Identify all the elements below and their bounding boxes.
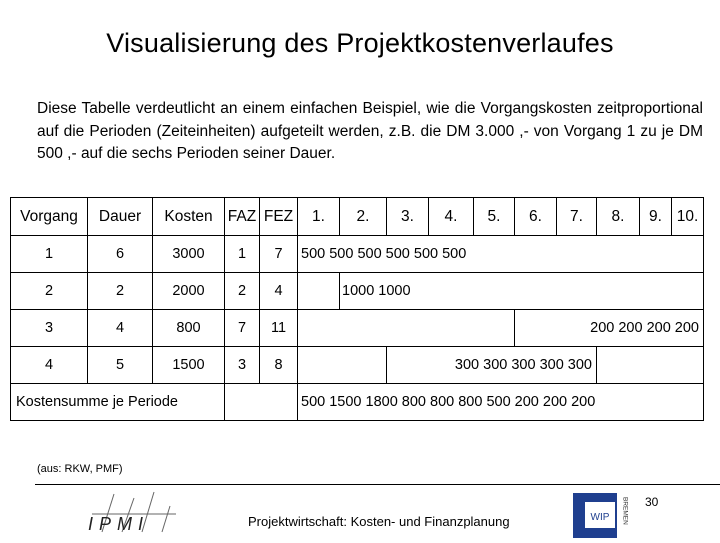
header-cell: 6. (515, 198, 557, 236)
period-empty-cell (298, 310, 515, 347)
footer-text: Projektwirtschaft: Kosten- und Finanzplanung (248, 514, 510, 529)
fez-cell: 4 (260, 273, 298, 310)
dauer-cell: 4 (88, 310, 153, 347)
fez-cell: 11 (260, 310, 298, 347)
table-row (11, 310, 704, 347)
vorgang-cell: 4 (11, 347, 88, 384)
header-cell: 9. (640, 198, 672, 236)
period-empty-cell (298, 273, 340, 310)
sum-values: 500 1500 1800 800 800 800 500 200 200 200 (298, 384, 704, 421)
cost-table (10, 197, 704, 421)
header-cell: 1. (298, 198, 340, 236)
period-empty-cell (597, 347, 704, 384)
table-row (11, 347, 704, 384)
period-values: 500 500 500 500 500 500 (298, 236, 704, 273)
header-cell: 8. (597, 198, 640, 236)
ipmi-logo (80, 488, 180, 538)
vorgang-cell: 2 (11, 273, 88, 310)
period-values: 1000 1000 (340, 273, 704, 310)
faz-cell: 2 (225, 273, 260, 310)
header-cell: 10. (672, 198, 704, 236)
vorgang-cell: 1 (11, 236, 88, 273)
header-cell: FAZ (225, 198, 260, 236)
period-values: 300 300 300 300 300 (387, 347, 597, 384)
header-cell: Kosten (153, 198, 225, 236)
header-cell: 3. (387, 198, 429, 236)
header-cell: 4. (429, 198, 474, 236)
dauer-cell: 2 (88, 273, 153, 310)
kosten-cell: 3000 (153, 236, 225, 273)
faz-cell: 1 (225, 236, 260, 273)
header-cell: Vorgang (11, 198, 88, 236)
kosten-cell: 800 (153, 310, 225, 347)
header-cell: Dauer (88, 198, 153, 236)
page-number: 30 (645, 495, 659, 509)
slide-title: Visualisierung des Projektkostenverlaufes (106, 28, 614, 58)
table-header-row (11, 198, 704, 236)
fez-cell: 8 (260, 347, 298, 384)
dauer-cell: 5 (88, 347, 153, 384)
period-empty-cell (298, 347, 387, 384)
dauer-cell: 6 (88, 236, 153, 273)
wip-bremen-logo (573, 493, 633, 538)
ipmi-logo-text: IPMI (88, 514, 150, 534)
header-cell: 7. (557, 198, 597, 236)
vorgang-cell: 3 (11, 310, 88, 347)
wip-logo-text: WIP (590, 512, 610, 523)
header-cell: 5. (474, 198, 515, 236)
bremen-logo-text: BREMEN (621, 497, 629, 525)
faz-cell: 7 (225, 310, 260, 347)
source-note: (aus: RKW, PMF) (37, 463, 123, 475)
intro-paragraph: Diese Tabelle verdeutlicht an einem einfachen Beispiel, wie die Vorgangskosten zeitproportional auf die Perioden (Zeiteinheiten) aufgeteilt werden, z.B. die DM 3.000 ,- von Vorgang 1 zu je DM 500 ,- auf die sechs Perioden seiner Dauer. (37, 100, 703, 162)
period-values: 200 200 200 200 (515, 310, 704, 347)
header-cell: 2. (340, 198, 387, 236)
sum-empty-cell (225, 384, 298, 421)
header-cell: FEZ (260, 198, 298, 236)
kosten-cell: 2000 (153, 273, 225, 310)
table-row (11, 236, 704, 273)
faz-cell: 3 (225, 347, 260, 384)
fez-cell: 7 (260, 236, 298, 273)
sum-row (11, 384, 704, 421)
sum-label: Kostensumme je Periode (11, 384, 225, 421)
footer-divider (35, 484, 720, 485)
kosten-cell: 1500 (153, 347, 225, 384)
table-row (11, 273, 704, 310)
